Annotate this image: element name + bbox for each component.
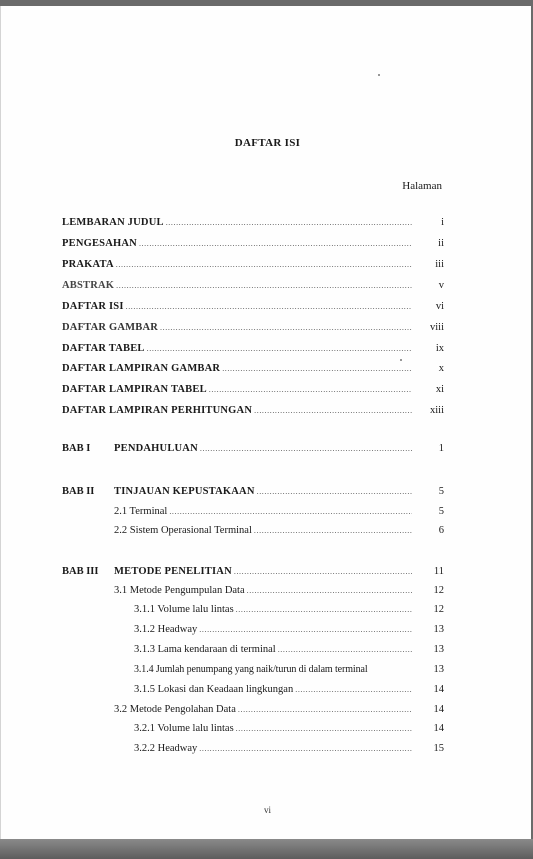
section-label: 2.1 Terminal [114, 506, 168, 517]
section-page: 12 [433, 585, 444, 596]
subsection-page: 14 [433, 684, 444, 695]
toc-entry-label: LEMBARAN JUDUL [62, 217, 164, 228]
subsection-entry [134, 722, 444, 736]
dot-leader [116, 258, 412, 272]
dot-leader [200, 442, 412, 456]
dot-leader [160, 321, 412, 335]
section-page: 6 [438, 525, 444, 536]
subsection-label: 3.1.5 Lokasi dan Keadaan lingkungan [134, 684, 294, 695]
dot-leader [254, 404, 412, 418]
section-entry [114, 524, 444, 538]
dot-leader [199, 623, 412, 637]
toc-entry-page: xi [435, 384, 444, 395]
dot-leader [278, 643, 412, 657]
subsection-label: 3.1.4 Jumlah penumpang yang naik/turun di dalam terminal [134, 664, 368, 675]
toc-entry [62, 404, 444, 418]
toc-entry [62, 300, 444, 314]
dot-leader [199, 742, 412, 756]
toc-entry [62, 342, 444, 356]
subsection-page: 13 [433, 664, 444, 675]
section-entry [114, 505, 444, 519]
toc-entry [62, 362, 444, 376]
chapter-page: 5 [438, 486, 444, 497]
section-page: 14 [433, 704, 444, 715]
subsection-label: 3.2.1 Volume lalu lintas [134, 723, 234, 734]
subsection-entry [134, 683, 444, 697]
subsection-page: 12 [433, 604, 444, 615]
dot-leader [247, 584, 412, 598]
toc-entry-label: DAFTAR TABEL [62, 343, 145, 354]
subsection-entry [134, 603, 444, 617]
section-label: 3.1 Metode Pengumpulan Data [114, 585, 245, 596]
toc-entry-page: ix [435, 343, 444, 354]
section-label: 2.2 Sistem Operasional Terminal [114, 525, 252, 536]
section-entry [114, 703, 444, 717]
toc-entry-page: xiii [429, 405, 444, 416]
section-label: 3.2 Metode Pengolahan Data [114, 704, 236, 715]
dot-leader [222, 362, 412, 376]
toc-entry [62, 279, 444, 293]
dot-leader [147, 342, 412, 356]
chapter-entry [114, 442, 444, 456]
toc-entry-label: DAFTAR LAMPIRAN TABEL [62, 384, 207, 395]
toc-entry-page: i [441, 217, 444, 228]
subsection-page: 13 [433, 624, 444, 635]
scan-speck [378, 74, 380, 76]
chapter-title: METODE PENELITIAN [114, 566, 232, 577]
scan-speck [400, 359, 402, 361]
toc-entry [62, 321, 444, 335]
scan-border [0, 839, 533, 859]
subsection-entry [134, 742, 444, 756]
chapter-title: TINJAUAN KEPUSTAKAAN [114, 486, 255, 497]
dot-leader [166, 216, 412, 230]
toc-entry-label: DAFTAR ISI [62, 301, 124, 312]
section-entry [114, 584, 444, 598]
dot-leader [236, 603, 412, 617]
toc-entry-page: iii [435, 259, 444, 270]
chapter-number: BAB I [62, 443, 91, 454]
toc-entry [62, 216, 444, 230]
toc-entry [62, 383, 444, 397]
toc-entry-page: ii [438, 238, 444, 249]
subsection-label: 3.1.2 Headway [134, 624, 198, 635]
page-number-footer: vi [263, 805, 271, 815]
subsection-entry [134, 663, 444, 677]
dot-leader [238, 703, 412, 717]
subsection-entry [134, 623, 444, 637]
subsection-page: 13 [433, 644, 444, 655]
dot-leader [209, 383, 412, 397]
toc-entry [62, 258, 444, 272]
dot-leader [169, 505, 412, 519]
toc-entry-page: viii [429, 322, 444, 333]
toc-entry-label: PENGESAHAN [62, 238, 137, 249]
dot-leader [234, 565, 412, 579]
subsection-page: 14 [433, 723, 444, 734]
subsection-label: 3.1.3 Lama kendaraan di terminal [134, 644, 276, 655]
toc-entry [62, 237, 444, 251]
toc-entry-page: vi [435, 301, 444, 312]
subsection-entry [134, 643, 444, 657]
dot-leader [295, 683, 412, 697]
toc-entry-label: DAFTAR LAMPIRAN PERHITUNGAN [62, 405, 253, 416]
toc-entry-page: x [438, 363, 444, 374]
dot-leader [257, 485, 412, 499]
chapter-entry [114, 485, 444, 499]
subsection-label: 3.2.2 Headway [134, 743, 198, 754]
document-page [0, 6, 531, 839]
section-page: 5 [438, 506, 444, 517]
toc-entry-label: DAFTAR GAMBAR [62, 322, 159, 333]
toc-entry-label: ABSTRAK [62, 280, 115, 291]
chapter-entry [114, 565, 444, 579]
dot-leader [254, 524, 412, 538]
chapter-number: BAB III [62, 566, 99, 577]
toc-entry-label: PRAKATA [62, 259, 114, 270]
subsection-label: 3.1.1 Volume lalu lintas [134, 604, 234, 615]
chapter-number: BAB II [62, 486, 95, 497]
chapter-page: 11 [433, 566, 444, 577]
page-column-header: Halaman [402, 180, 442, 192]
subsection-page: 15 [433, 743, 444, 754]
toc-title: DAFTAR ISI [234, 137, 301, 149]
dot-leader [139, 237, 412, 251]
toc-entry-label: DAFTAR LAMPIRAN GAMBAR [62, 363, 221, 374]
toc-entry-page: v [438, 280, 444, 291]
chapter-page: 1 [438, 443, 444, 454]
chapter-title: PENDAHULUAN [114, 443, 198, 454]
dot-leader [126, 300, 412, 314]
dot-leader [236, 722, 412, 736]
dot-leader [116, 279, 412, 293]
